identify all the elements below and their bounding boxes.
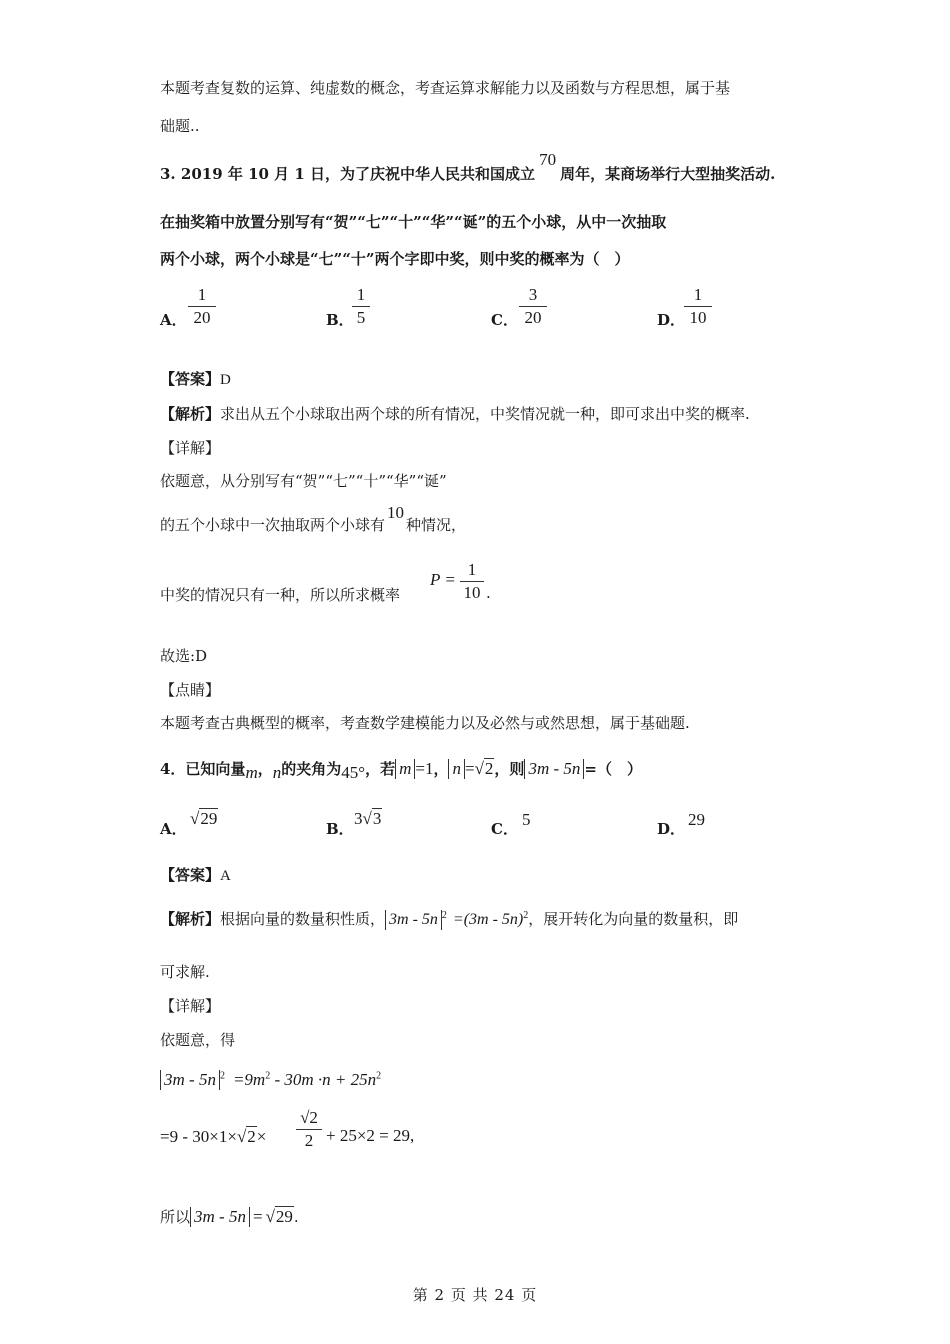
q4-stem: 4．已知向量m，n的夹角为45°，若 m =1， n =√2，则 3m - 5n =（ ）: [160, 759, 642, 782]
q4-detail-tag: 【详解】: [160, 997, 221, 1015]
q3-stem-pre: 3. 2019 年 10 月 1 日，为了庆祝中华人民共和国成立: [160, 165, 536, 183]
q3-answer: [160, 368, 231, 389]
q4-expression: 3m - 5n: [524, 759, 584, 779]
q3-option-a-num: 1: [197, 285, 207, 304]
q4-eq2-c: + 25×2 = 29,: [326, 1126, 415, 1145]
q4-abs-n: n: [448, 759, 465, 779]
q3-option-a-fraction: [188, 285, 216, 328]
q4-option-a-value: √29: [190, 809, 218, 828]
q3-answer-tag: 【答案】: [160, 370, 221, 388]
q4-eq2-b: ×: [256, 1127, 267, 1146]
q4-eq2-fraction-den: 2: [304, 1131, 314, 1150]
q4-analysis-expr: 3m - 5n: [385, 910, 442, 930]
q3-probability-lhs: P =: [430, 570, 456, 589]
q4-eq-1: =1: [415, 759, 434, 778]
q3-detail-2-post: 种情况，: [406, 516, 467, 534]
q4-option-a-radicand: 29: [200, 809, 218, 828]
q4-comma-2: ，: [433, 760, 449, 778]
q4-option-b-value: 3√3: [354, 809, 382, 828]
q3-stem-line-3: 两个小球，两个小球是“七”“十”两个字即中奖，则中奖的概率为（ ）: [160, 250, 630, 268]
q3-comment-tag: 【点睛】: [160, 681, 221, 699]
q4-final-pre: 所以: [160, 1208, 191, 1226]
q3-option-b-num: 1: [356, 285, 366, 304]
q3-stem-line-2: 在抽奖箱中放置分别写有“贺”“七”“十”“华”“诞”的五个小球，从中一次抽取: [160, 213, 667, 231]
q4-eq1-lhs: 3m - 5n: [160, 1070, 220, 1090]
q3-option-d-num: 1: [693, 285, 703, 304]
intro-line-1: 本题考查复数的运算、纯虚数的概念，考查运算求解能力以及函数与方程思想，属于基: [160, 79, 731, 97]
q3-answer-value: D: [220, 372, 231, 388]
q3-option-c-label: C．: [491, 311, 518, 329]
q4-final-sqrt: 29: [275, 1207, 293, 1226]
q4-eq1-mid: - 30m ·n + 25n: [270, 1070, 377, 1089]
q4-final-end: .: [293, 1208, 299, 1226]
q4-detail-line-1: 依题意，得: [160, 1031, 236, 1049]
q4-vector-m: m: [245, 763, 258, 782]
q3-detail-line-1: 依题意，从分别写有“贺”“七”“十”“华”“诞”: [160, 472, 447, 490]
q4-eq2-fraction-num: √2: [300, 1108, 318, 1127]
q4-answer-tag: 【答案】: [160, 866, 221, 884]
q3-stem-post: 周年，某商场举行大型抽奖活动.: [560, 165, 776, 183]
q4-option-d-label: D．: [657, 820, 686, 838]
q4-equation-line-2: =9 - 30×1×√2×: [160, 1127, 267, 1146]
q4-eq1-rhs: =9m: [232, 1070, 266, 1089]
q4-eq2-fraction: [296, 1108, 322, 1151]
q3-option-d-den: 10: [689, 308, 707, 327]
q3-option-b-label: B．: [326, 311, 354, 329]
q3-probability-den: 10: [463, 583, 481, 602]
q3-detail-line-3: 中奖的情况只有一种，所以所求概率: [160, 586, 401, 604]
q4-comma-1: ，: [257, 760, 273, 778]
q4-final-expr: 3m - 5n: [190, 1207, 250, 1227]
q3-detail-line-2: [160, 503, 467, 535]
q4-final-eq: =: [252, 1207, 263, 1226]
q4-analysis-pre: 根据向量的数量积性质，: [220, 910, 386, 928]
q3-probability-fraction: [460, 560, 484, 603]
q4-stem-b: 的夹角为: [281, 760, 342, 778]
q4-eq2-sqrt: 2: [247, 1127, 256, 1146]
q3-option-c-num: 3: [528, 285, 538, 304]
q4-option-b-radicand: 3: [372, 809, 382, 828]
q4-answer: [160, 864, 231, 885]
q4-eq-2: =: [464, 759, 475, 778]
intro-line-2: 础题..: [160, 117, 200, 135]
q3-option-d-label: D．: [657, 311, 686, 329]
q4-stem-a: 4．已知向量: [160, 760, 246, 778]
q4-analysis-eq: =(3m - 5n): [452, 911, 524, 928]
q3-option-c-den: 20: [524, 308, 542, 327]
q3-probability-end: .: [486, 584, 491, 602]
q3-comment: 本题考查古典概型的概率，考查数学建模能力以及必然与或然思想，属于基础题.: [160, 714, 690, 732]
q4-stem-d: ，则: [494, 760, 525, 778]
q4-stem-c: ，若: [365, 760, 396, 778]
q3-option-d-fraction: [684, 285, 712, 328]
q3-stem-line-1: [160, 150, 776, 184]
q4-analysis-tag: 【解析】: [160, 910, 221, 928]
q4-option-b-coef: 3: [354, 809, 363, 828]
q4-option-a-label: A．: [160, 820, 187, 838]
q3-option-a-label: A．: [160, 311, 187, 329]
q3-choose: 故选:D: [160, 647, 208, 665]
q4-analysis-line-2: 可求解.: [160, 963, 210, 981]
q3-option-b-den: 5: [356, 308, 366, 327]
q3-detail-2-pre: 的五个小球中一次抽取两个小球有: [160, 516, 386, 534]
q4-abs-m: m: [395, 759, 415, 779]
q4-option-c-label: C．: [491, 820, 518, 838]
q4-analysis-post: ，展开转化为向量的数量积，即: [528, 910, 739, 928]
q4-stem-e: =（ ）: [584, 760, 642, 778]
q4-option-c-value: 5: [522, 810, 531, 829]
q3-analysis: [160, 403, 750, 424]
q3-option-c-fraction: [519, 285, 547, 328]
q4-option-b-label: B．: [326, 820, 354, 838]
q4-equation-line-1: 3m - 5n $^2 =9m^2 - 30m \cdot n + 25n^2$: [160, 1070, 381, 1090]
q3-option-a-den: 20: [193, 308, 211, 327]
q4-option-d-value: 29: [688, 810, 705, 829]
q3-detail-tag: 【详解】: [160, 439, 221, 457]
q4-final-line: 所以 3m - 5n = √29.: [160, 1207, 299, 1226]
q4-vector-n: n: [272, 763, 282, 782]
q3-detail-2-num: 10: [387, 503, 405, 522]
q4-eq2-a: =9 - 30×1×: [160, 1127, 237, 1146]
q4-answer-value: A: [220, 868, 231, 884]
q4-analysis: 【解析】根据向量的数量积性质， 3m - 5n $^2$ =(3m - 5n)$^2$，展开转化为向量的数量积，即: [160, 910, 739, 928]
q3-probability-num: 1: [467, 560, 477, 579]
q4-angle: 45°: [341, 763, 366, 782]
q3-stem-number: 70: [539, 150, 557, 169]
q3-analysis-text: 求出从五个小球取出两个球的所有情况，中奖情况就一种，即可求出中奖的概率.: [220, 405, 750, 423]
page-footer: 第 2 页 共 24 页: [412, 1286, 538, 1304]
q4-sqrt-2: 2: [484, 759, 494, 778]
q3-option-b-fraction: [352, 285, 370, 328]
q3-analysis-tag: 【解析】: [160, 405, 221, 423]
